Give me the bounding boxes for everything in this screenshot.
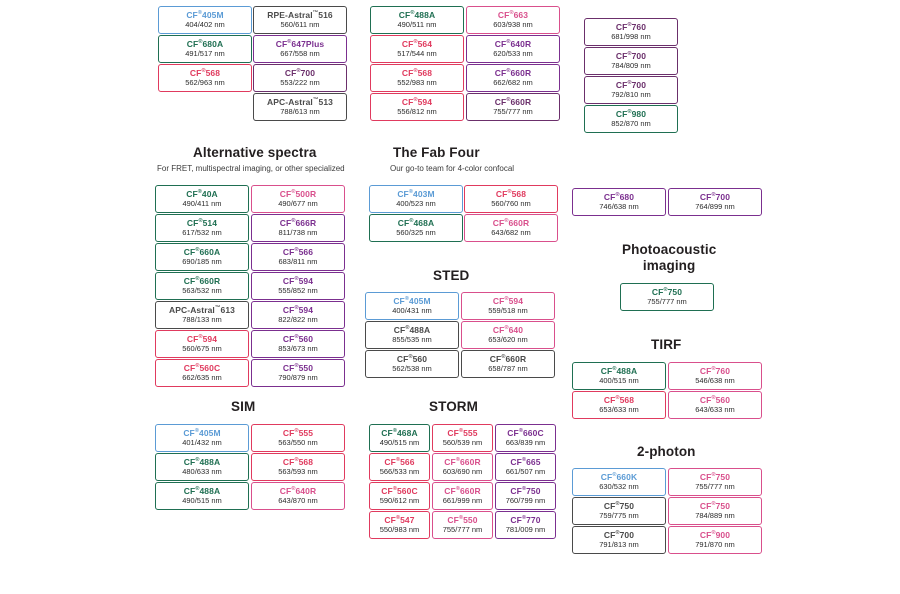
dye-name: CF®40A xyxy=(186,188,218,199)
dye-chip[interactable] xyxy=(365,321,459,349)
dye-wavelengths: 755/777 nm xyxy=(493,107,533,117)
dye-wavelengths: 617/532 nm xyxy=(182,228,222,238)
dye-wavelengths: 759/775 nm xyxy=(599,511,639,521)
group-subtitle-alternative-spectra: For FRET, multispectral imaging, or other specialized xyxy=(157,164,345,173)
dye-wavelengths: 560/675 nm xyxy=(182,344,222,354)
dye-name: CF®750 xyxy=(651,286,683,297)
dye-chip[interactable] xyxy=(155,185,249,213)
dye-name: CF®770 xyxy=(510,514,541,525)
dye-name: CF®488A xyxy=(600,365,638,376)
dye-wavelengths: 555/852 nm xyxy=(278,286,318,296)
dye-chip[interactable] xyxy=(158,35,252,63)
dye-wavelengths: 563/532 nm xyxy=(182,286,222,296)
dye-name: CF®560 xyxy=(699,394,731,405)
dye-chip[interactable] xyxy=(369,424,430,452)
dye-name: CF®568 xyxy=(282,456,314,467)
dye-wavelengths: 603/938 nm xyxy=(493,20,533,30)
dye-chip[interactable] xyxy=(432,511,493,539)
dye-wavelengths: 490/515 nm xyxy=(182,496,222,506)
dye-wavelengths: 620/533 nm xyxy=(493,49,533,59)
dye-wavelengths: 559/518 nm xyxy=(488,306,528,316)
dye-wavelengths: 760/799 nm xyxy=(505,496,546,506)
dye-name: CF®555 xyxy=(282,427,314,438)
dye-name: CF®660R xyxy=(444,456,481,467)
dye-chip[interactable] xyxy=(251,301,345,329)
group-subtitle-the-fab-four: Our go-to team for 4-color confocal xyxy=(390,164,515,173)
dye-name: CF®405M xyxy=(183,427,221,438)
dye-chip[interactable] xyxy=(584,18,678,46)
dye-name: CF®555 xyxy=(447,427,478,438)
dye-chip[interactable] xyxy=(495,482,556,510)
dye-name: CF®568 xyxy=(603,394,635,405)
dye-name: CF®700 xyxy=(603,529,635,540)
dye-name: CF®568 xyxy=(189,67,221,78)
dye-wavelengths: 658/787 nm xyxy=(488,364,528,374)
dye-name: CF®700 xyxy=(284,67,316,78)
dye-name: CF®700 xyxy=(615,79,647,90)
dye-chip[interactable] xyxy=(253,35,347,63)
dye-wavelengths: 556/812 nm xyxy=(397,107,437,117)
dye-name: CF®660R xyxy=(494,96,532,107)
dye-wavelengths: 401/432 nm xyxy=(182,438,222,448)
dye-chip[interactable] xyxy=(155,272,249,300)
dye-name: CF®500R xyxy=(279,188,317,199)
dye-wavelengths: 563/550 nm xyxy=(278,438,318,448)
dye-chip[interactable] xyxy=(668,391,762,419)
dye-name: CF®760 xyxy=(615,21,647,32)
dye-name: CF®660R xyxy=(444,485,481,496)
dye-chip[interactable] xyxy=(370,64,464,92)
dye-name: APC-Astral™513 xyxy=(267,96,333,107)
dye-name: CF®566 xyxy=(384,456,415,467)
dye-wavelengths: 560/611 nm xyxy=(280,20,320,30)
dye-wavelengths: 400/431 nm xyxy=(392,306,432,316)
dye-name: CF®900 xyxy=(699,529,731,540)
dye-wavelengths: 661/507 nm xyxy=(505,467,546,477)
dye-wavelengths: 746/638 nm xyxy=(599,202,639,212)
dye-chip[interactable] xyxy=(584,47,678,75)
dye-name: CF®660R xyxy=(492,217,530,228)
dye-name: CF®566 xyxy=(282,246,314,257)
dye-wavelengths: 643/870 nm xyxy=(278,496,318,506)
dye-name: CF®560C xyxy=(381,485,418,496)
dye-name: CF®568 xyxy=(495,188,527,199)
dye-chip[interactable] xyxy=(370,35,464,63)
dye-name: CF®405M xyxy=(393,295,431,306)
dye-chip[interactable] xyxy=(432,424,493,452)
dye-wavelengths: 791/870 nm xyxy=(695,540,735,550)
dye-name: CF®663 xyxy=(497,9,529,20)
dye-wavelengths: 563/593 nm xyxy=(278,467,318,477)
dye-chip[interactable] xyxy=(370,93,464,121)
dye-wavelengths: 546/638 nm xyxy=(695,376,735,386)
dye-name: CF®660K xyxy=(600,471,638,482)
dye-name: CF®665 xyxy=(510,456,541,467)
dye-wavelengths: 566/533 nm xyxy=(379,467,420,477)
dye-name: CF®594 xyxy=(186,333,218,344)
group-title-photoacoustic-imaging: Photoacoustic imaging xyxy=(622,242,717,273)
dye-chip[interactable] xyxy=(620,283,714,311)
dye-name: CF®660A xyxy=(183,246,221,257)
group-title-sted: STED xyxy=(433,268,470,283)
dye-chip[interactable] xyxy=(155,214,249,242)
dye-chip[interactable] xyxy=(466,6,560,34)
dye-chip[interactable] xyxy=(584,105,678,133)
dye-wavelengths: 681/998 nm xyxy=(611,32,651,42)
dye-name: CF®680A xyxy=(186,38,224,49)
dye-chip[interactable] xyxy=(155,359,249,387)
dye-name: CF®594 xyxy=(492,295,524,306)
dye-chip[interactable] xyxy=(432,453,493,481)
dye-chip[interactable] xyxy=(369,511,430,539)
dye-name: CF®660R xyxy=(489,353,527,364)
dye-chip[interactable] xyxy=(155,243,249,271)
dye-chip[interactable] xyxy=(158,6,252,34)
dye-name: CF®640R xyxy=(279,485,317,496)
dye-wavelengths: 490/515 nm xyxy=(379,438,420,448)
dye-name: CF®514 xyxy=(186,217,218,228)
dye-wavelengths: 811/738 nm xyxy=(278,228,318,238)
dye-wavelengths: 788/613 nm xyxy=(280,107,320,117)
group-title-the-fab-four: The Fab Four xyxy=(393,145,480,160)
dye-name: CF®468A xyxy=(381,427,418,438)
dye-wavelengths: 683/811 nm xyxy=(278,257,318,267)
dye-chip[interactable] xyxy=(495,424,556,452)
dye-chip[interactable] xyxy=(572,468,666,496)
dye-chip[interactable] xyxy=(251,482,345,510)
dye-chip[interactable] xyxy=(369,453,430,481)
dye-chip[interactable] xyxy=(251,185,345,213)
dye-chip[interactable] xyxy=(370,6,464,34)
dye-wavelengths: 653/633 nm xyxy=(599,405,639,415)
dye-name: CF®594 xyxy=(401,96,433,107)
dye-wavelengths: 792/810 nm xyxy=(611,90,651,100)
dye-chip[interactable] xyxy=(369,185,463,213)
dye-chip[interactable] xyxy=(253,64,347,92)
dye-chip[interactable] xyxy=(466,35,560,63)
dye-wavelengths: 755/777 nm xyxy=(442,525,483,535)
dye-wavelengths: 784/889 nm xyxy=(695,511,735,521)
dye-name: CF®640 xyxy=(492,324,524,335)
dye-name: CF®550 xyxy=(282,362,314,373)
dye-name: CF®660C xyxy=(507,427,544,438)
dye-name: CF®666R xyxy=(279,217,317,228)
dye-wavelengths: 490/677 nm xyxy=(278,199,318,209)
dye-wavelengths: 690/185 nm xyxy=(182,257,222,267)
dye-name: CF®750 xyxy=(510,485,541,496)
dye-chip[interactable] xyxy=(155,482,249,510)
dye-wavelengths: 755/777 nm xyxy=(647,297,687,307)
dye-name: CF®750 xyxy=(699,500,731,511)
dye-wavelengths: 400/523 nm xyxy=(396,199,436,209)
dye-wavelengths: 552/983 nm xyxy=(397,78,437,88)
dye-chip[interactable] xyxy=(155,330,249,358)
dye-chip[interactable] xyxy=(253,93,347,121)
dye-wavelengths: 790/879 nm xyxy=(278,373,318,383)
dye-chip[interactable] xyxy=(461,350,555,378)
dye-name: CF®660R xyxy=(183,275,221,286)
dye-name: CF®660R xyxy=(494,67,532,78)
dye-name: CF®980 xyxy=(615,108,647,119)
dye-wavelengths: 480/633 nm xyxy=(182,467,222,477)
group-title-alternative-spectra: Alternative spectra xyxy=(193,145,317,160)
dye-chip[interactable] xyxy=(461,292,555,320)
dye-chip[interactable] xyxy=(464,185,558,213)
dye-name: CF®594 xyxy=(282,304,314,315)
dye-wavelengths: 643/633 nm xyxy=(695,405,735,415)
dye-name: CF®488A xyxy=(398,9,436,20)
dye-name: RPE-Astral™516 xyxy=(267,9,333,20)
group-title-sim: SIM xyxy=(231,399,256,414)
dye-wavelengths: 853/673 nm xyxy=(278,344,318,354)
dye-chip[interactable] xyxy=(251,453,345,481)
dye-chip[interactable] xyxy=(365,292,459,320)
dye-chip[interactable] xyxy=(668,188,762,216)
dye-chip[interactable] xyxy=(461,321,555,349)
dye-wavelengths: 400/515 nm xyxy=(599,376,639,386)
dye-chip[interactable] xyxy=(668,468,762,496)
dye-chip[interactable] xyxy=(495,453,556,481)
dye-chip[interactable] xyxy=(155,424,249,452)
dye-name: CF®560C xyxy=(183,362,221,373)
dye-wavelengths: 791/813 nm xyxy=(599,540,639,550)
dye-name: CF®560 xyxy=(396,353,428,364)
dye-wavelengths: 562/963 nm xyxy=(185,78,225,88)
dye-name: CF®405M xyxy=(186,9,224,20)
dye-chip[interactable] xyxy=(584,76,678,104)
dye-wavelengths: 560/325 nm xyxy=(396,228,436,238)
dye-name: CF®594 xyxy=(282,275,314,286)
dye-name: CF®550 xyxy=(447,514,478,525)
dye-name: CF®488A xyxy=(183,485,221,496)
dye-wavelengths: 603/690 nm xyxy=(442,467,483,477)
dye-chip[interactable] xyxy=(668,362,762,390)
dye-wavelengths: 662/635 nm xyxy=(182,373,222,383)
dye-chip[interactable] xyxy=(572,391,666,419)
dye-chip[interactable] xyxy=(251,243,345,271)
dye-chip[interactable] xyxy=(251,330,345,358)
dye-chip[interactable] xyxy=(251,424,345,452)
dye-name: CF®547 xyxy=(384,514,415,525)
dye-wavelengths: 852/870 nm xyxy=(611,119,651,129)
dye-wavelengths: 653/620 nm xyxy=(488,335,528,345)
dye-chip[interactable] xyxy=(432,482,493,510)
dye-wavelengths: 667/558 nm xyxy=(280,49,320,59)
dye-name: CF®647Plus xyxy=(275,38,325,49)
dye-chip[interactable] xyxy=(253,6,347,34)
dye-chip[interactable] xyxy=(369,482,430,510)
dye-wavelengths: 553/222 nm xyxy=(280,78,320,88)
dye-chip[interactable] xyxy=(495,511,556,539)
dye-wavelengths: 490/411 nm xyxy=(182,199,222,209)
dye-wavelengths: 755/777 nm xyxy=(695,482,735,492)
dye-chip[interactable] xyxy=(251,359,345,387)
dye-chip[interactable] xyxy=(572,497,666,525)
dye-wavelengths: 788/133 nm xyxy=(182,315,222,325)
dye-wavelengths: 562/538 nm xyxy=(392,364,432,374)
dye-wavelengths: 560/760 nm xyxy=(491,199,531,209)
dye-chip[interactable] xyxy=(369,214,463,242)
dye-chip[interactable] xyxy=(155,301,249,329)
dye-chip[interactable] xyxy=(155,453,249,481)
dye-name: CF®640R xyxy=(494,38,532,49)
dye-wavelengths: 490/511 nm xyxy=(397,20,437,30)
dye-wavelengths: 630/532 nm xyxy=(599,482,639,492)
dye-chip[interactable] xyxy=(251,272,345,300)
dye-chip[interactable] xyxy=(572,188,666,216)
dye-name: APC-Astral™613 xyxy=(169,304,235,315)
dye-chip[interactable] xyxy=(466,64,560,92)
dye-chip[interactable] xyxy=(572,526,666,554)
dye-name: CF®760 xyxy=(699,365,731,376)
dye-wavelengths: 781/009 nm xyxy=(505,525,546,535)
dye-name: CF®750 xyxy=(699,471,731,482)
dye-chip[interactable] xyxy=(668,526,762,554)
group-title-storm: STORM xyxy=(429,399,479,414)
dye-chip[interactable] xyxy=(251,214,345,242)
dye-chip[interactable] xyxy=(466,93,560,121)
dye-chip[interactable] xyxy=(572,362,666,390)
dye-wavelengths: 662/682 nm xyxy=(493,78,533,88)
dye-wavelengths: 643/682 nm xyxy=(491,228,531,238)
dye-wavelengths: 764/899 nm xyxy=(695,202,735,212)
group-title-two-photon: 2-photon xyxy=(637,444,696,459)
dye-chip[interactable] xyxy=(668,497,762,525)
dye-name: CF®564 xyxy=(401,38,433,49)
dye-name: CF®488A xyxy=(183,456,221,467)
dye-wavelengths: 590/612 nm xyxy=(379,496,420,506)
dye-name: CF®750 xyxy=(603,500,635,511)
dye-name: CF®560 xyxy=(282,333,314,344)
dye-chip[interactable] xyxy=(365,350,459,378)
dye-wavelengths: 661/999 nm xyxy=(442,496,483,506)
dye-name: CF®680 xyxy=(603,191,635,202)
dye-wavelengths: 491/517 nm xyxy=(185,49,225,59)
dye-wavelengths: 784/809 nm xyxy=(611,61,651,71)
dye-name: CF®700 xyxy=(615,50,647,61)
dye-wavelengths: 822/822 nm xyxy=(278,315,318,325)
dye-wavelengths: 550/983 nm xyxy=(379,525,420,535)
dye-chip[interactable] xyxy=(464,214,558,242)
dye-name: CF®468A xyxy=(397,217,435,228)
dye-wavelengths: 560/539 nm xyxy=(442,438,483,448)
dye-wavelengths: 517/544 nm xyxy=(397,49,437,59)
dye-wavelengths: 404/402 nm xyxy=(185,20,225,30)
dye-wavelengths: 855/535 nm xyxy=(392,335,432,345)
group-title-tirf: TIRF xyxy=(651,337,682,352)
dye-name: CF®700 xyxy=(699,191,731,202)
dye-name: CF®568 xyxy=(401,67,433,78)
dye-chip[interactable] xyxy=(158,64,252,92)
dye-wavelengths: 663/839 nm xyxy=(505,438,546,448)
dye-name: CF®488A xyxy=(393,324,431,335)
dye-name: CF®403M xyxy=(397,188,435,199)
